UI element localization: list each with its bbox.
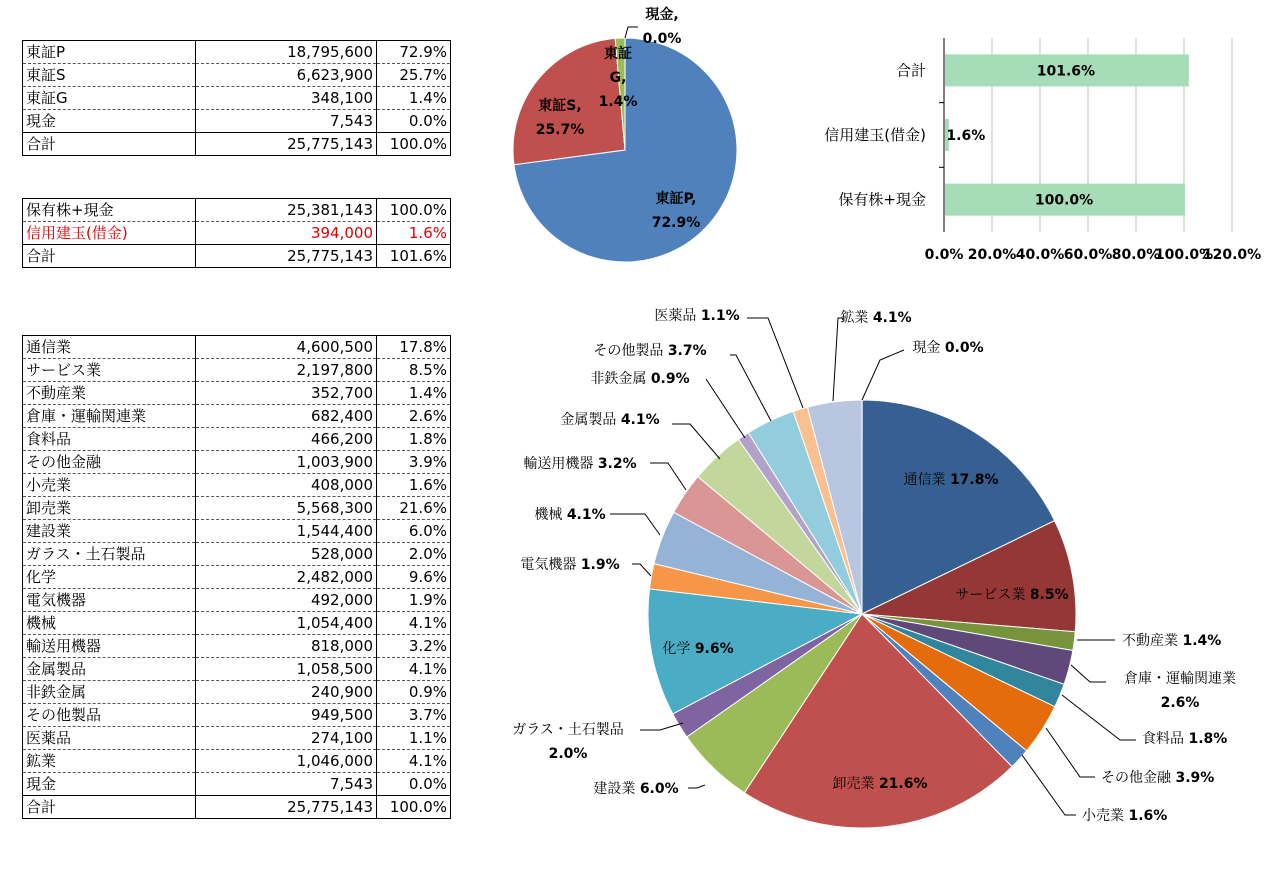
percent-cell: 17.8% (377, 336, 451, 359)
leader-line (706, 379, 745, 438)
leader-line (610, 514, 660, 535)
pie-value-label: 0.9% (650, 371, 690, 387)
row-label: 不動産業 (23, 382, 196, 405)
pie-value-label: 1.6% (1128, 808, 1168, 824)
row-label: 東証G (23, 87, 196, 110)
amount-cell: 1,046,000 (196, 750, 377, 773)
leader-line (1022, 755, 1076, 815)
market-pie-chart (513, 6, 737, 262)
pie-data-label (590, 371, 689, 387)
pie-value-label: 2.6% (1160, 695, 1200, 711)
pie-category-label: 不動産業 (1122, 633, 1178, 649)
pie-category-label: 小売業 (1082, 808, 1124, 824)
pie-data-label (912, 340, 983, 356)
pie-data-label (662, 641, 733, 657)
pie-category-label: 輸送用機器 (523, 456, 594, 472)
pie-category-label: 電気機器 (520, 557, 577, 573)
percent-cell: 3.2% (377, 635, 451, 658)
pie-category-label: 非鉄金属 (590, 371, 647, 387)
bar-value-label: 101.6% (1036, 63, 1096, 80)
pie-value-label: 6.0% (639, 781, 679, 797)
row-label: 東証P (23, 41, 196, 64)
row-label: 建設業 (23, 520, 196, 543)
leader-line (625, 27, 638, 38)
row-label: 化学 (23, 566, 196, 589)
amount-cell: 25,775,143 (196, 245, 377, 268)
row-label: 食料品 (23, 428, 196, 451)
pie-category-label: 通信業 (903, 472, 946, 488)
pie-value-label: 4.1% (872, 310, 912, 326)
amount-cell: 240,900 (196, 681, 377, 704)
pie-category-label: 建設業 (593, 781, 636, 797)
pie-category-label: 卸売業 (832, 776, 875, 792)
row-label: 信用建玉(借金) (23, 222, 196, 245)
leader-line (632, 564, 651, 576)
leader-line (672, 424, 720, 459)
row-label: その他金融 (23, 451, 196, 474)
amount-cell: 528,000 (196, 543, 377, 566)
x-tick-label: 40.0% (1015, 247, 1065, 263)
pie-data-label: G, (609, 70, 627, 86)
pie-data-label: 0.0% (642, 31, 682, 47)
row-label: 卸売業 (23, 497, 196, 520)
pie-category-label: 機械 (534, 507, 563, 523)
pie-category-label: 鉱業 (840, 310, 869, 326)
percent-cell: 1.6% (377, 222, 451, 245)
pie-data-label (1101, 770, 1214, 786)
row-label: 保有株+現金 (23, 199, 196, 222)
row-label: 現金 (23, 110, 196, 133)
amount-cell: 1,544,400 (196, 520, 377, 543)
pie-category-label: 食料品 (1142, 731, 1184, 747)
amount-cell: 466,200 (196, 428, 377, 451)
amount-cell: 6,623,900 (196, 64, 377, 87)
pie-data-label (1122, 632, 1221, 649)
pie-value-label: 8.5% (1029, 587, 1069, 603)
pie-data-label (520, 556, 619, 573)
percent-cell: 100.0% (377, 796, 451, 819)
pie-category-label: サービス業 (955, 587, 1026, 603)
pie-data-label (903, 471, 998, 488)
pie-value-label: 3.7% (667, 343, 707, 359)
row-label: サービス業 (23, 359, 196, 382)
x-tick-label: 20.0% (967, 247, 1017, 263)
pie-value-label: 3.2% (597, 456, 637, 472)
pie-category-label: その他製品 (593, 343, 664, 359)
pie-value-label: 1.9% (580, 557, 620, 573)
x-tick-label: 0.0% (924, 247, 964, 263)
pie-data-label (593, 780, 678, 797)
pie-data-label (955, 586, 1068, 603)
pie-category-label: 金属製品 (560, 412, 617, 428)
amount-cell: 25,381,143 (196, 199, 377, 222)
row-label: 輸送用機器 (23, 635, 196, 658)
pie-category-label: 現金 (912, 340, 941, 356)
pie-data-label: 現金, (645, 7, 679, 23)
pie-data-label (832, 775, 927, 792)
pie-data-label (560, 411, 659, 428)
row-label: 現金 (23, 773, 196, 796)
pie-data-label (1082, 807, 1167, 824)
percent-cell: 6.0% (377, 520, 451, 543)
percent-cell: 1.9% (377, 589, 451, 612)
x-tick-label: 100.0% (1154, 247, 1214, 263)
leader-line (747, 318, 803, 408)
percent-cell: 2.6% (377, 405, 451, 428)
leader-line (1062, 695, 1136, 740)
pie-value-label: 9.6% (694, 641, 734, 657)
x-tick-label: 80.0% (1111, 247, 1161, 263)
pie-data-label (654, 307, 739, 324)
percent-cell: 25.7% (377, 64, 451, 87)
pie-data-label (593, 342, 706, 359)
pie-category-label: その他金融 (1101, 770, 1171, 786)
pie-data-label: 東証 (604, 46, 632, 62)
amount-cell: 25,775,143 (196, 796, 377, 819)
pie-value-label: 1.1% (700, 308, 740, 324)
pie-value-label: 4.1% (620, 412, 660, 428)
amount-cell: 1,058,500 (196, 658, 377, 681)
row-label: 合計 (23, 245, 196, 268)
leader-line (650, 463, 686, 490)
amount-cell: 18,795,600 (196, 41, 377, 64)
leader-line (1046, 728, 1095, 777)
row-label: 非鉄金属 (23, 681, 196, 704)
percent-cell: 1.6% (377, 474, 451, 497)
pie-data-label: 25.7% (535, 122, 585, 138)
row-label: 通信業 (23, 336, 196, 359)
pie-value-label: 1.4% (1182, 633, 1222, 649)
row-label: 機械 (23, 612, 196, 635)
amount-cell: 1,003,900 (196, 451, 377, 474)
x-tick-label: 120.0% (1202, 247, 1262, 263)
percent-cell: 4.1% (377, 750, 451, 773)
pie-data-label: 72.9% (651, 215, 701, 231)
row-label: 合計 (23, 796, 196, 819)
percent-cell: 0.0% (377, 773, 451, 796)
percent-cell: 1.4% (377, 382, 451, 405)
leader-line (730, 355, 771, 421)
percent-cell: 3.7% (377, 704, 451, 727)
row-label: 金属製品 (23, 658, 196, 681)
percent-cell: 1.4% (377, 87, 451, 110)
percent-cell: 0.0% (377, 110, 451, 133)
pie-value-label: 3.9% (1175, 770, 1215, 786)
row-label: 医薬品 (23, 727, 196, 750)
percent-cell: 8.5% (377, 359, 451, 382)
pie-value-label: 4.1% (566, 507, 606, 523)
pie-data-label (840, 309, 911, 326)
pie-value-label: 21.6% (878, 776, 928, 792)
leader-line (833, 318, 843, 401)
pie-data-label (1142, 731, 1227, 747)
y-category-label: 合計 (895, 61, 926, 80)
row-label: 倉庫・運輸関連業 (23, 405, 196, 428)
percent-cell: 3.9% (377, 451, 451, 474)
pie-data-label (534, 506, 605, 523)
sector-pie-chart (512, 307, 1236, 828)
row-label: 電気機器 (23, 589, 196, 612)
leader-line (862, 350, 904, 400)
pie-value-label: 17.8% (949, 472, 999, 488)
row-label: 東証S (23, 64, 196, 87)
margin-bar-chart (824, 38, 1261, 263)
amount-cell: 5,568,300 (196, 497, 377, 520)
amount-cell: 2,197,800 (196, 359, 377, 382)
pie-data-label: 1.4% (598, 94, 638, 110)
pie-value-label: 0.0% (944, 340, 984, 356)
percent-cell: 0.9% (377, 681, 451, 704)
percent-cell: 21.6% (377, 497, 451, 520)
percent-cell: 9.6% (377, 566, 451, 589)
y-category-label: 保有株+現金 (838, 190, 926, 209)
row-label: 鉱業 (23, 750, 196, 773)
amount-cell: 1,054,400 (196, 612, 377, 635)
percent-cell: 4.1% (377, 658, 451, 681)
percent-cell: 2.0% (377, 543, 451, 566)
row-label: 合計 (23, 133, 196, 156)
pie-data-label (523, 455, 636, 472)
amount-cell: 4,600,500 (196, 336, 377, 359)
x-tick-label: 60.0% (1063, 247, 1113, 263)
row-label: 小売業 (23, 474, 196, 497)
amount-cell: 949,500 (196, 704, 377, 727)
row-label: ガラス・土石製品 (23, 543, 196, 566)
amount-cell: 408,000 (196, 474, 377, 497)
amount-cell: 682,400 (196, 405, 377, 428)
amount-cell: 818,000 (196, 635, 377, 658)
percent-cell: 1.1% (377, 727, 451, 750)
amount-cell: 348,100 (196, 87, 377, 110)
amount-cell: 2,482,000 (196, 566, 377, 589)
pie-value-label: 2.0% (548, 746, 588, 762)
pie-data-label: 東証P, (655, 191, 697, 207)
y-category-label: 信用建玉(借金) (824, 126, 926, 144)
amount-cell: 7,543 (196, 773, 377, 796)
percent-cell: 1.8% (377, 428, 451, 451)
bar-value-label: 100.0% (1034, 192, 1094, 209)
pie-data-label: 東証S, (538, 98, 582, 114)
percent-cell: 100.0% (377, 133, 451, 156)
bar-value-label: 1.6% (946, 128, 986, 144)
amount-cell: 25,775,143 (196, 133, 377, 156)
amount-cell: 492,000 (196, 589, 377, 612)
pie-category-label: 医薬品 (654, 308, 697, 324)
amount-cell: 352,700 (196, 382, 377, 405)
pie-value-label: 1.8% (1188, 731, 1228, 747)
percent-cell: 101.6% (377, 245, 451, 268)
amount-cell: 7,543 (196, 110, 377, 133)
leader-line (1071, 665, 1106, 682)
percent-cell: 100.0% (377, 199, 451, 222)
amount-cell: 394,000 (196, 222, 377, 245)
percent-cell: 72.9% (377, 41, 451, 64)
pie-category-label: ガラス・土石製品 (512, 722, 624, 738)
percent-cell: 4.1% (377, 612, 451, 635)
amount-cell: 274,100 (196, 727, 377, 750)
pie-category-label: 化学 (662, 641, 691, 657)
row-label: その他製品 (23, 704, 196, 727)
leader-line (688, 785, 705, 788)
pie-category-label: 倉庫・運輸関連業 (1124, 671, 1236, 687)
leader-line (640, 723, 683, 730)
